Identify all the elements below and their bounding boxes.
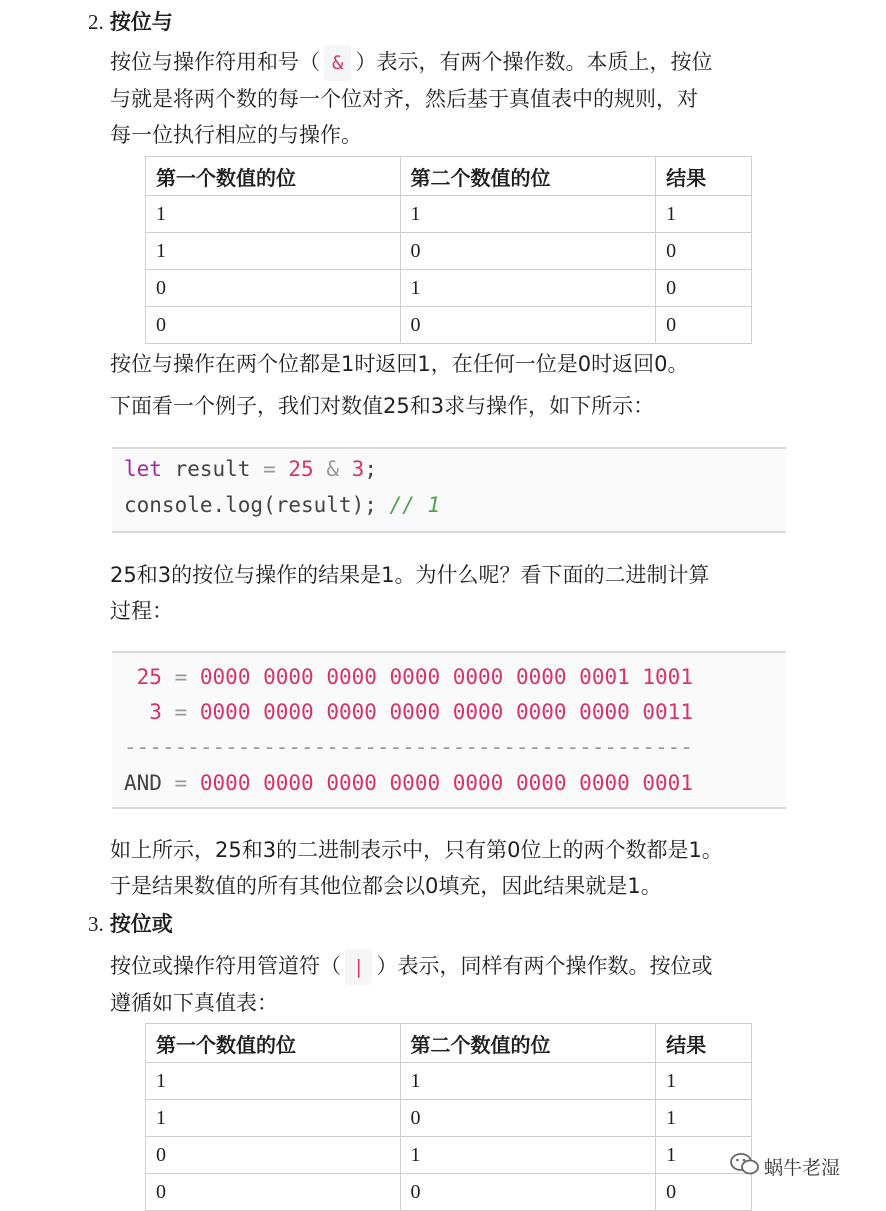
text: 按位与操作符用和号（ xyxy=(110,50,320,74)
cell: 1 xyxy=(400,270,656,307)
code-block-binary xyxy=(112,651,786,809)
cell: 0 xyxy=(656,307,752,344)
cell: 1 xyxy=(400,1063,656,1100)
number: 25 xyxy=(288,457,314,481)
table-row xyxy=(146,1137,752,1174)
comment: // 1 xyxy=(389,493,441,517)
cell: 0 xyxy=(146,307,401,344)
table-row xyxy=(146,1174,752,1211)
text: 与就是将两个数的每一个位对齐，然后基于真值表中的规则，对 xyxy=(110,87,698,111)
inline-code-pipe: | xyxy=(345,949,372,985)
code-line xyxy=(124,493,440,517)
section-title: 按位或 xyxy=(109,912,173,936)
section-2-heading xyxy=(88,6,173,36)
table-header: 结果 xyxy=(656,157,752,196)
text: 25和3的按位与操作的结果是1。为什么呢？看下面的二进制计算 xyxy=(110,563,710,587)
paragraph-conclusion xyxy=(110,832,800,904)
code-text: console.log(result); xyxy=(124,493,377,517)
table-row xyxy=(146,1063,752,1100)
cell: 0 xyxy=(400,1174,656,1211)
table-header: 结果 xyxy=(656,1024,752,1063)
cell: 1 xyxy=(146,1063,401,1100)
cell: 0 xyxy=(146,270,401,307)
table-row xyxy=(146,196,752,233)
operator: = xyxy=(263,457,276,481)
paragraph-explanation xyxy=(110,557,800,629)
table-row xyxy=(146,1100,752,1137)
or-truth-table xyxy=(145,1023,752,1211)
cell: 0 xyxy=(400,307,656,344)
table-header: 第二个数值的位 xyxy=(400,157,656,196)
section-number: 3. xyxy=(88,912,104,936)
cell: 1 xyxy=(400,196,656,233)
text: 过程： xyxy=(110,599,173,623)
section-3-heading xyxy=(88,908,173,938)
punctuation: ; xyxy=(364,457,377,481)
cell: 1 xyxy=(146,1100,401,1137)
cell: 1 xyxy=(656,196,752,233)
operand-label: AND xyxy=(124,771,175,795)
operator: & xyxy=(326,457,340,481)
cell: 0 xyxy=(400,233,656,270)
operand-label: 3 xyxy=(124,700,175,724)
wechat-icon xyxy=(730,1152,760,1181)
cell: 1 xyxy=(656,1100,752,1137)
cell: 0 xyxy=(656,233,752,270)
table-header: 第一个数值的位 xyxy=(146,1024,401,1063)
paragraph-intro xyxy=(110,44,800,153)
and-truth-table xyxy=(145,156,752,344)
table-row xyxy=(146,233,752,270)
keyword: let xyxy=(124,457,162,481)
cell: 1 xyxy=(146,196,401,233)
table-row xyxy=(146,307,752,344)
binary-row-and xyxy=(124,771,693,795)
identifier: result xyxy=(161,457,264,481)
cell: 1 xyxy=(400,1137,656,1174)
cell: 0 xyxy=(146,1174,401,1211)
watermark xyxy=(730,1152,840,1181)
section-number: 2. xyxy=(88,10,104,34)
cell: 1 xyxy=(146,233,401,270)
code-line xyxy=(124,457,377,481)
paragraph-and-rule: 按位与操作在两个位都是1时返回1，在任何一位是0时返回0。 xyxy=(110,352,689,376)
operand-label: 25 xyxy=(124,665,175,689)
binary-row-25 xyxy=(124,665,693,689)
text: 如上所示，25和3的二进制表示中，只有第0位上的两个数都是1。 xyxy=(110,838,723,862)
table-header: 第一个数值的位 xyxy=(146,157,401,196)
cell: 0 xyxy=(146,1137,401,1174)
text: 每一位执行相应的与操作。 xyxy=(110,123,362,147)
cell: 0 xyxy=(656,1174,752,1211)
binary-bits: 0000 0000 0000 0000 0000 0000 0000 0001 xyxy=(199,771,693,795)
code-block-example xyxy=(112,447,786,533)
cell: 0 xyxy=(400,1100,656,1137)
cell: 0 xyxy=(656,270,752,307)
paragraph-or-intro xyxy=(110,948,800,1021)
cell: 1 xyxy=(656,1137,752,1174)
table-header: 第二个数值的位 xyxy=(400,1024,656,1063)
operator: = xyxy=(174,771,188,795)
text: 遵循如下真值表： xyxy=(110,991,278,1015)
binary-bits: 0000 0000 0000 0000 0000 0000 0001 1001 xyxy=(199,665,693,689)
binary-row-3 xyxy=(124,700,693,724)
cell: 1 xyxy=(656,1063,752,1100)
paragraph-example: 下面看一个例子，我们对数值25和3求与操作，如下所示： xyxy=(110,394,655,418)
operator: = xyxy=(174,665,188,689)
text: ）表示，同样有两个操作数。按位或 xyxy=(376,954,713,978)
watermark-text: 蜗牛老湿 xyxy=(764,1157,841,1179)
binary-bits: 0000 0000 0000 0000 0000 0000 0000 0011 xyxy=(199,700,693,724)
text: ）表示，有两个操作数。本质上，按位 xyxy=(355,50,713,74)
table-row xyxy=(146,270,752,307)
text: 于是结果数值的所有其他位都会以0填充，因此结果就是1。 xyxy=(110,874,662,898)
divider-line: --------------------------------------------- xyxy=(124,735,693,759)
number: 3 xyxy=(351,457,365,481)
section-title: 按位与 xyxy=(109,10,173,34)
inline-code-ampersand: & xyxy=(324,45,351,81)
text: 按位或操作符用管道符（ xyxy=(110,954,341,978)
operator: = xyxy=(174,700,188,724)
